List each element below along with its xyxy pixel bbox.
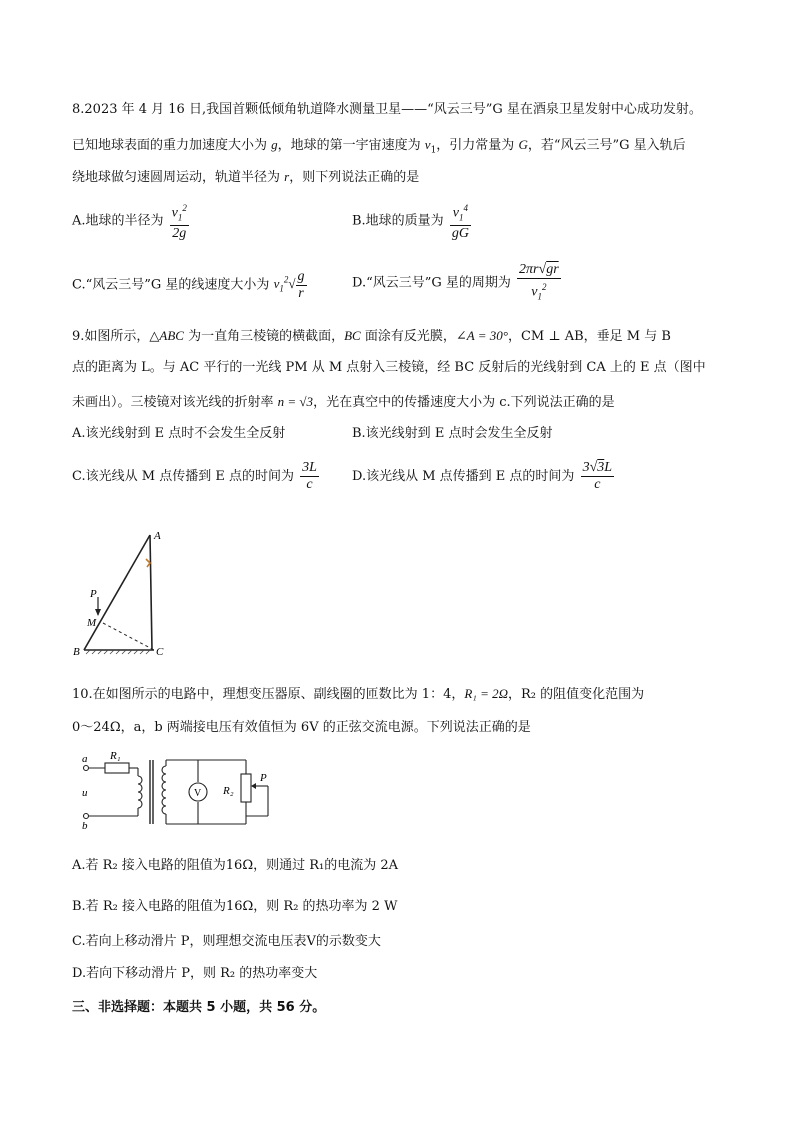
- label-c: C: [156, 646, 164, 658]
- q9-line1-text-d: ，CM ⊥ AB，垂足 M 与 B: [507, 329, 671, 344]
- label-b: B: [73, 646, 80, 658]
- label-b: b: [82, 820, 88, 830]
- symbol-v1: v: [424, 137, 431, 152]
- slider-arrow-icon: [251, 783, 256, 789]
- q8-option-b[interactable]: [352, 200, 473, 242]
- prism-side-ac: [150, 535, 152, 650]
- q8-option-c-label: C.“风云三号”G 星的线速度大小为: [72, 277, 270, 293]
- q10-line2: 0～24Ω，a，b 两端接电压有效值恒为 6V 的正弦交流电源。下列说法正确的是: [72, 720, 531, 735]
- label-p: P: [260, 772, 267, 784]
- symbol-abc: ABC: [159, 328, 184, 343]
- label-m: M: [87, 617, 97, 629]
- q9-line3-text-b: ，光在真空中的传播速度大小为 c.下列说法正确的是: [313, 395, 615, 410]
- q8-option-a[interactable]: [72, 200, 191, 242]
- q10-line1: [72, 684, 644, 705]
- q8-option-b-label: B.地球的质量为: [352, 213, 444, 229]
- resistor-r2: [241, 774, 251, 802]
- prism-figure: [70, 515, 180, 665]
- q8-line2-text-b: ，地球的第一宇宙速度为: [277, 138, 425, 153]
- q9-option-b[interactable]: B.该光线射到 E 点时会发生全反射: [352, 426, 553, 441]
- q8-option-d-label: D.“风云三号”G 星的周期为: [352, 275, 511, 291]
- q9-option-d-formula: $\frac{3√3L}{c}$: [582, 460, 613, 492]
- label-r1: R₁: [110, 750, 121, 762]
- q9-option-a[interactable]: A.该光线射到 E 点时不会发生全反射: [72, 426, 286, 441]
- symbol-bc: BC: [344, 328, 361, 343]
- q9-line1-text-b: 为一直角三棱镜的横截面，: [183, 329, 345, 344]
- q10-option-b[interactable]: B.若 R₂ 接入电路的阻值为16Ω，则 R₂ 的热功率为 2 W: [72, 899, 398, 914]
- q9-line1-text-c: 面涂有反光膜，∠: [360, 329, 467, 344]
- resistor-r1: [105, 763, 129, 773]
- q8-option-b-formula: $\frac{v_1^4}{gG}$: [450, 200, 471, 242]
- q8-option-c[interactable]: [72, 262, 307, 307]
- q8-line2-text-d: ，若“风云三号”G 星入轨后: [527, 138, 686, 153]
- q8-option-a-label: A.地球的半径为: [72, 213, 164, 229]
- q8-line3-text-b: ，则下列说法正确的是: [289, 170, 420, 185]
- q9-line1-text-a: 9.如图所示，△: [72, 329, 160, 344]
- q8-option-c-formula: $v_1^2√$ $\frac{g}{r}$: [273, 268, 305, 301]
- q9-line3: [72, 392, 615, 413]
- q8-line2: 已知地球表面的重力加速度大小为 g，地球的第一宇宙速度为 $v_1$，引力常量为 G，若“风云三号”G 星入轨后: [72, 137, 686, 156]
- q10-option-a[interactable]: A.若 R₂ 接入电路的阻值为16Ω，则通过 R₁的电流为 2A: [72, 858, 399, 873]
- q8-option-a-formula: $\frac{v_1^2}{2g}$: [170, 200, 189, 242]
- right-angle-marker: [146, 559, 150, 567]
- q10-option-d[interactable]: D.若向下移动滑片 P，则 R₂ 的热功率变大: [72, 966, 318, 981]
- primary-coil: [138, 776, 142, 808]
- q10-line1-text-c: R₂ 的阻值变化范围为: [521, 687, 645, 702]
- label-u: u: [82, 787, 88, 799]
- q9-option-c-label: C.该光线从 M 点传播到 E 点的时间为: [72, 469, 294, 484]
- label-r2: R₂: [223, 785, 234, 797]
- ray-arrow-icon: [95, 609, 101, 616]
- symbol-G: G: [518, 137, 528, 152]
- terminal-b: [84, 814, 89, 819]
- r1-value: R₁ = 2Ω: [464, 686, 508, 701]
- q8-line3-text-a: 绕地球做匀速圆周运动，轨道半径为: [72, 170, 285, 185]
- q10-line1-text-b: ，: [508, 687, 522, 702]
- symbol-r: r: [284, 169, 290, 184]
- q10-line1-text-a: 10.在如图所示的电路中，理想变压器原、副线圈的匝数比为 1：4，: [72, 687, 465, 702]
- q9-line1: [72, 326, 671, 347]
- label-p: P: [90, 588, 97, 600]
- refractive-index: n = √3: [277, 394, 314, 409]
- section-3-heading: 三、非选择题：本题共 5 小题，共 56 分。: [72, 1000, 326, 1015]
- q8-option-d[interactable]: [352, 262, 563, 304]
- q9-line2: 点的距离为 L。与 AC 平行的一光线 PM 从 M 点射入三棱镜，经 BC 反射后的光线射到 CA 上的 E 点（图中: [72, 360, 706, 375]
- q9-option-d[interactable]: [352, 459, 616, 495]
- label-v: V: [194, 788, 202, 799]
- q9-option-d-label: D.该光线从 M 点传播到 E 点的时间为: [352, 469, 575, 484]
- circuit-figure: [70, 746, 290, 830]
- q8-line3: [72, 167, 419, 188]
- secondary-coil: [162, 766, 166, 814]
- terminal-a: [84, 766, 89, 771]
- label-a: A: [154, 530, 161, 542]
- line-cm: [103, 623, 154, 650]
- q9-option-c-formula: $\frac{3L}{c}$: [302, 460, 317, 492]
- q9-line3-text-a: 未画出）。三棱镜对该光线的折射率: [72, 395, 278, 410]
- q8-line2-text-c: ，引力常量为: [436, 138, 519, 153]
- symbol-g: g: [271, 137, 278, 152]
- angle-a: A = 30°: [466, 328, 508, 343]
- q8-line2-text-a: 已知地球表面的重力加速度大小为: [72, 138, 272, 153]
- label-a: a: [82, 753, 88, 765]
- q10-option-c[interactable]: C.若向上移动滑片 P，则理想交流电压表V的示数变大: [72, 934, 381, 949]
- q8-line1: 8.2023 年 4 月 16 日,我国首颗低倾角轨道降水测量卫星——“风云三号”G 星在酒泉卫星发射中心成功发射。: [72, 102, 702, 117]
- q9-option-c[interactable]: [72, 459, 321, 495]
- q8-option-d-formula: $\frac{2\pi r√gr}{v_1^2}$: [519, 262, 559, 302]
